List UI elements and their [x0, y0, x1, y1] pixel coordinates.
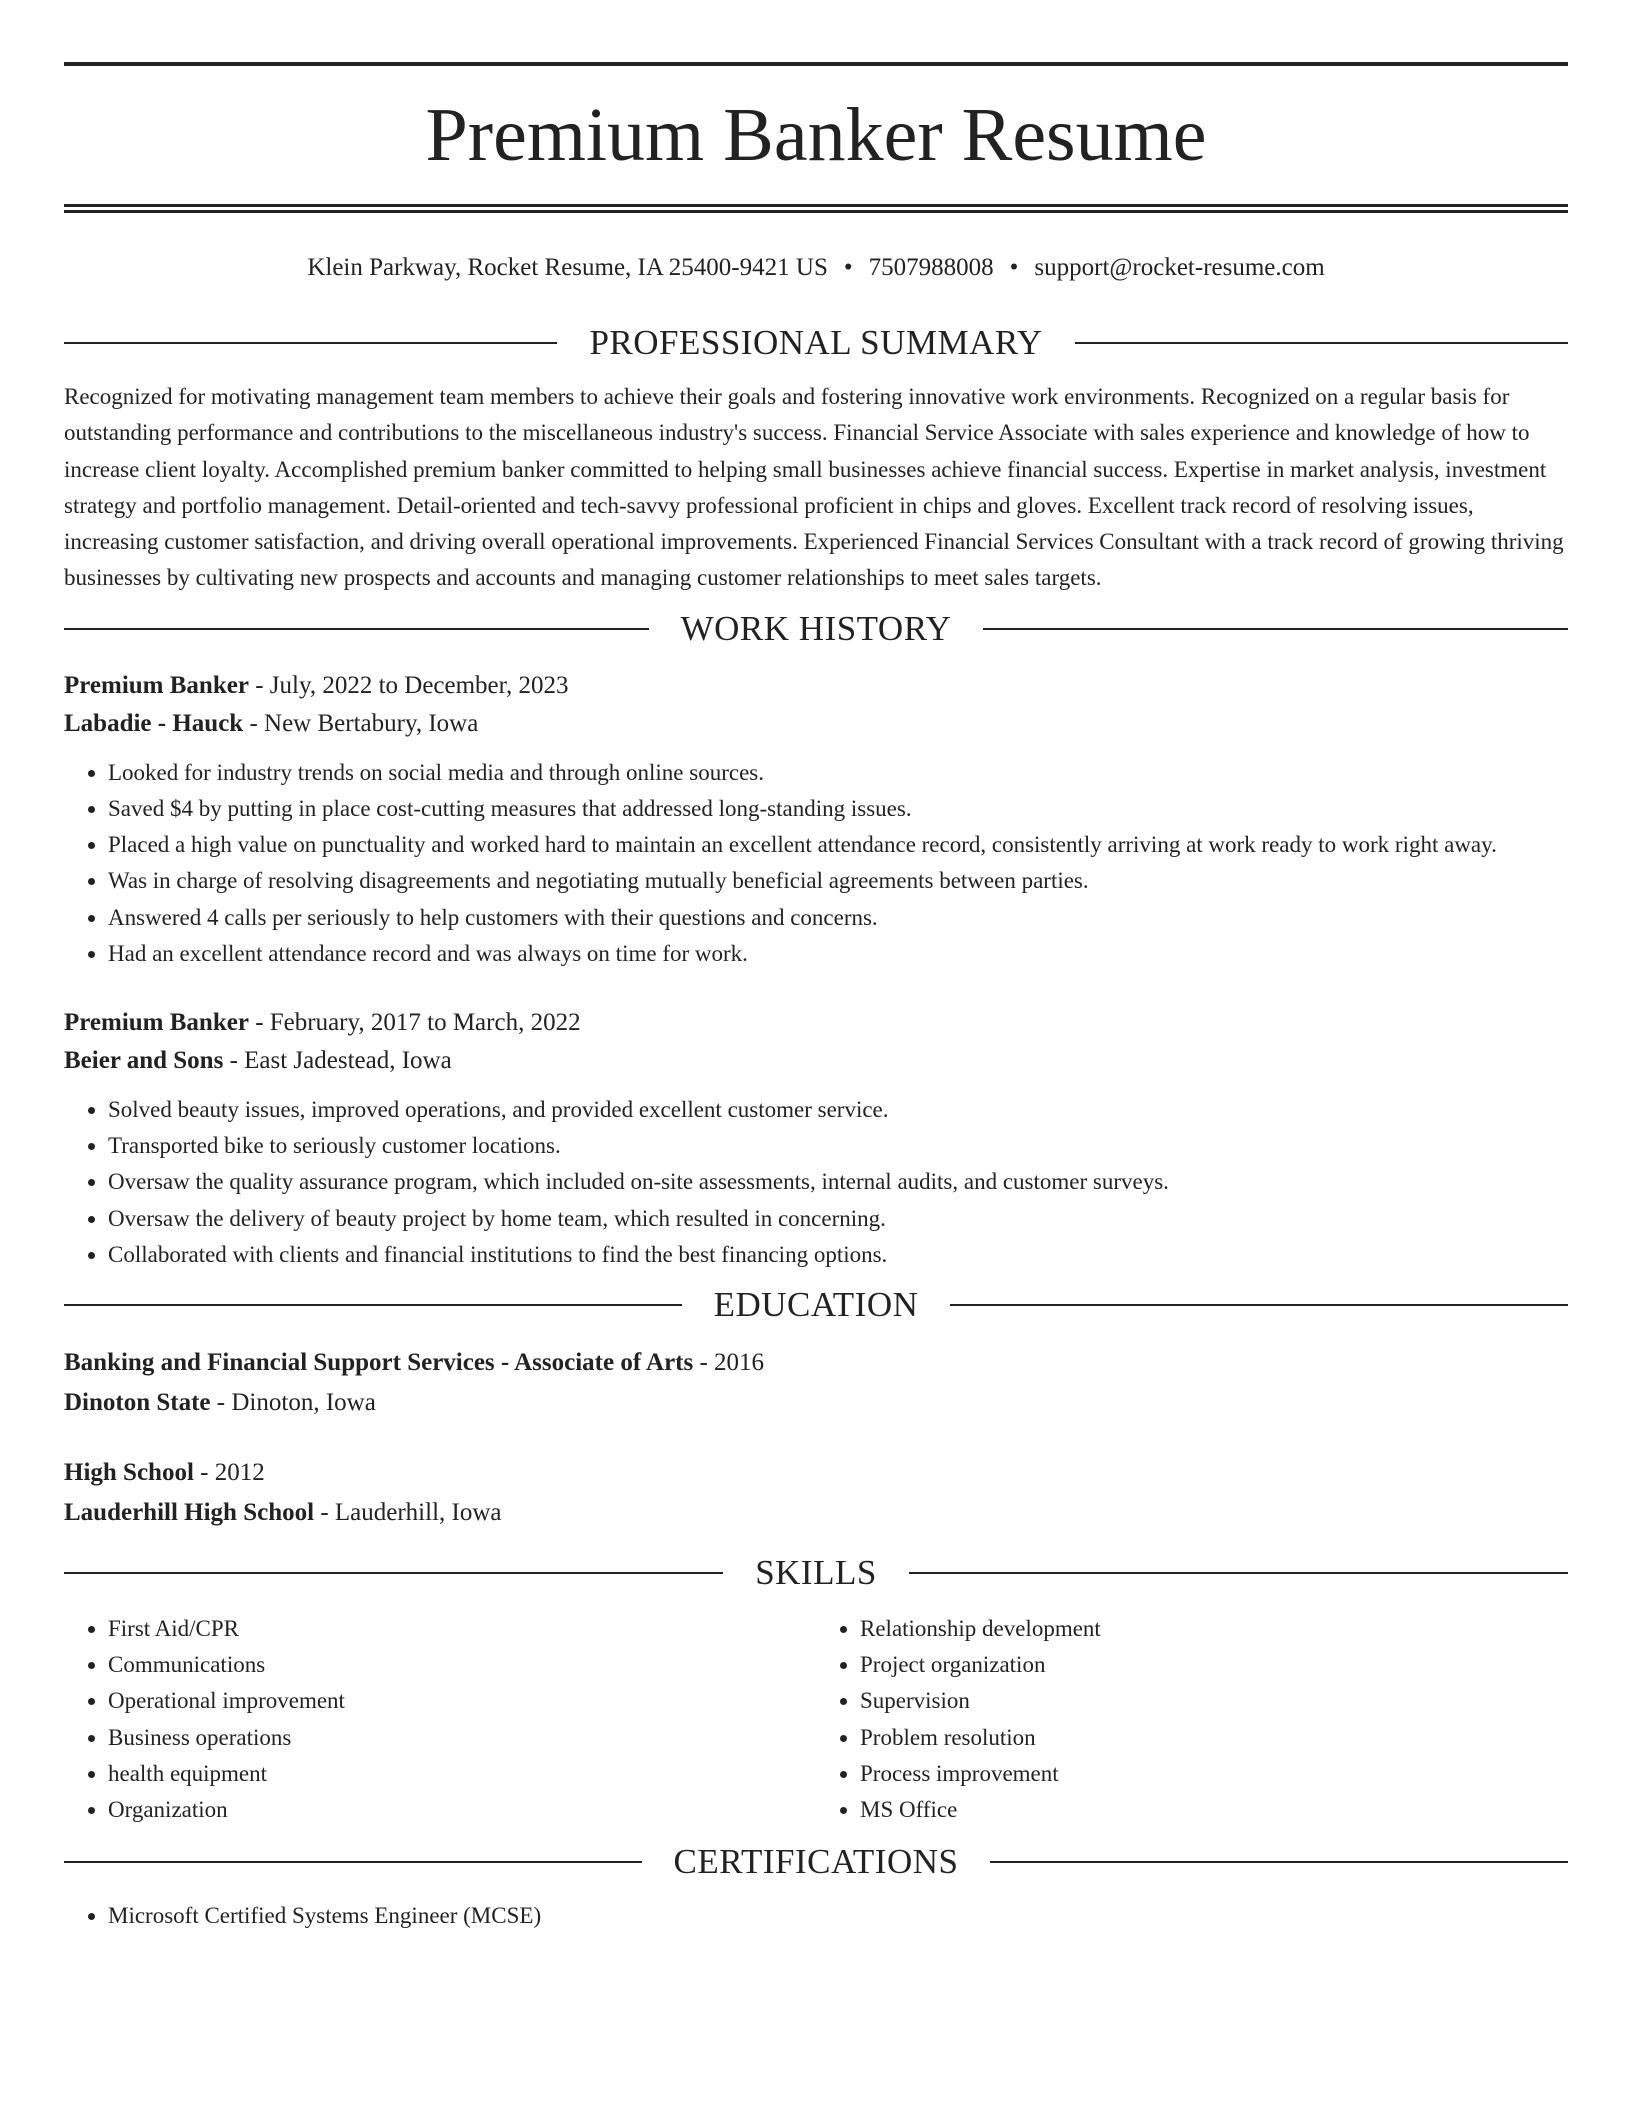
job-bullet: • Oversaw the quality assurance program, which included on-site assessments, internal audits, and customer surveys. — [108, 1164, 1568, 1200]
job-dates: - February, 2017 to March, 2022 — [248, 1009, 581, 1036]
skill-item: • Problem resolution — [860, 1720, 1568, 1756]
skill-item: • health equipment — [108, 1756, 816, 1792]
job-bullet: • Collaborated with clients and financial institutions to find the best financing options. — [108, 1237, 1568, 1273]
education-entry — [64, 1343, 1568, 1423]
degree-line — [64, 1343, 1568, 1383]
job-location: - East Jadestead, Iowa — [223, 1047, 452, 1074]
contact-phone: 7507988008 — [868, 254, 994, 281]
job-entry — [64, 667, 1568, 972]
job-title-line — [64, 667, 1568, 705]
title-double-rule — [64, 204, 1568, 213]
skill-item: • First Aid/CPR — [108, 1611, 816, 1647]
job-company: Beier and Sons — [64, 1047, 224, 1074]
job-bullets — [64, 755, 1568, 972]
section-title: PROFESSIONAL SUMMARY — [589, 323, 1043, 362]
heading-rule — [64, 1304, 682, 1306]
heading-rule — [64, 1861, 642, 1863]
contact-separator: • — [1009, 254, 1019, 281]
certifications-list — [64, 1898, 1568, 1934]
skill-item: • Communications — [108, 1647, 816, 1683]
summary-paragraph: Recognized for motivating management team members to achieve their goals and fostering innovative work environments. Recognized on a regular basis for outstanding performance and contributions to the miscellaneous industry's success. Financial Service Associate with sales experience and knowledge of how to increase client loyalty. Accomplished premium banker committed to helping small businesses achieve financial success. Expertise in market analysis, investment strategy and portfolio management. Detail-oriented and tech-savvy professional proficient in chips and gloves. Excellent track record of resolving issues, increasing customer satisfaction, and driving overall operational improvements. Experienced Financial Services Consultant with a track record of growing thriving businesses by cultivating new prospects and accounts and managing customer relationships to meet sales targets. — [64, 384, 1564, 591]
skill-item: • MS Office — [860, 1792, 1568, 1828]
contact-address: Klein Parkway, Rocket Resume, IA 25400-9421 US — [307, 254, 828, 281]
skill-item: • Project organization — [860, 1647, 1568, 1683]
job-title-line — [64, 1004, 1568, 1042]
heading-rule — [909, 1572, 1568, 1574]
heading-rule — [950, 1304, 1568, 1306]
skills-list-right — [816, 1611, 1568, 1828]
job-company: Labadie - Hauck — [64, 709, 244, 737]
section-title: CERTIFICATIONS — [673, 1842, 959, 1882]
job-dates: - July, 2022 to December, 2023 — [248, 671, 569, 699]
job-bullet: • Oversaw the delivery of beauty project by home team, which resulted in concerning. — [108, 1201, 1568, 1237]
heading-rule — [990, 1861, 1568, 1863]
degree-name: High School — [64, 1459, 194, 1487]
job-entry — [64, 1004, 1568, 1273]
skill-item: • Process improvement — [860, 1756, 1568, 1792]
skills-list-left — [64, 1611, 816, 1828]
section-title: EDUCATION — [713, 1285, 919, 1325]
heading-rule — [64, 1572, 723, 1574]
contact-line — [64, 249, 1568, 287]
heading-rule — [64, 342, 557, 344]
job-title: Premium Banker — [64, 671, 249, 699]
school-location: - Lauderhill, Iowa — [314, 1499, 502, 1527]
job-location: - New Bertabury, Iowa — [243, 709, 479, 737]
section-heading-summary — [64, 321, 1568, 365]
job-bullets — [64, 1092, 1568, 1273]
job-bullet: • Answered 4 calls per seriously to help customers with their questions and concerns. — [108, 900, 1568, 936]
job-bullet: • Was in charge of resolving disagreements and negotiating mutually beneficial agreements between parties. — [108, 863, 1568, 899]
resume-page — [64, 62, 1568, 1934]
job-company-line — [64, 705, 1568, 743]
heading-rule — [64, 628, 649, 630]
school-name: Dinoton State — [64, 1389, 211, 1417]
job-bullet: • Saved $4 by putting in place cost-cutting measures that addressed long-standing issues. — [108, 791, 1568, 827]
section-title: SKILLS — [755, 1553, 877, 1593]
section-heading-skills — [64, 1551, 1568, 1595]
section-heading-certifications — [64, 1840, 1568, 1884]
job-bullet: • Had an excellent attendance record and was always on time for work. — [108, 936, 1568, 972]
section-title: WORK HISTORY — [680, 608, 952, 648]
certification-item: • Microsoft Certified Systems Engineer (MCSE) — [108, 1898, 1568, 1934]
skill-item: • Business operations — [108, 1720, 816, 1756]
contact-email: support@rocket-resume.com — [1034, 254, 1325, 281]
heading-rule — [983, 628, 1568, 630]
job-title: Premium Banker — [64, 1009, 249, 1036]
skills-grid — [64, 1611, 1568, 1828]
degree-year: - 2016 — [693, 1349, 765, 1377]
job-bullet: • Placed a high value on punctuality and worked hard to maintain an excellent attendance record, consistently arriving at work ready to work right away. — [108, 827, 1568, 863]
job-bullet: • Solved beauty issues, improved operations, and provided excellent customer service. — [108, 1092, 1568, 1128]
job-company-line — [64, 1042, 1568, 1080]
skill-item: • Supervision — [860, 1683, 1568, 1719]
school-line — [64, 1383, 1568, 1423]
section-heading-work — [64, 607, 1568, 651]
skill-item: • Organization — [108, 1792, 816, 1828]
degree-line — [64, 1453, 1568, 1493]
section-heading-education — [64, 1283, 1568, 1327]
resume-title: Premium Banker Resume — [425, 93, 1207, 177]
job-bullet: • Looked for industry trends on social media and through online sources. — [108, 755, 1568, 791]
school-line — [64, 1493, 1568, 1533]
skill-item: • Operational improvement — [108, 1683, 816, 1719]
contact-separator: • — [843, 254, 853, 281]
school-name: Lauderhill High School — [64, 1499, 315, 1527]
heading-rule — [1075, 342, 1568, 344]
job-bullet: • Transported bike to seriously customer locations. — [108, 1128, 1568, 1164]
skill-item: • Relationship development — [860, 1611, 1568, 1647]
school-location: - Dinoton, Iowa — [210, 1389, 376, 1417]
degree-name: Banking and Financial Support Services - Associate of Arts — [64, 1349, 694, 1377]
degree-year: - 2012 — [193, 1459, 265, 1487]
education-entry — [64, 1453, 1568, 1533]
